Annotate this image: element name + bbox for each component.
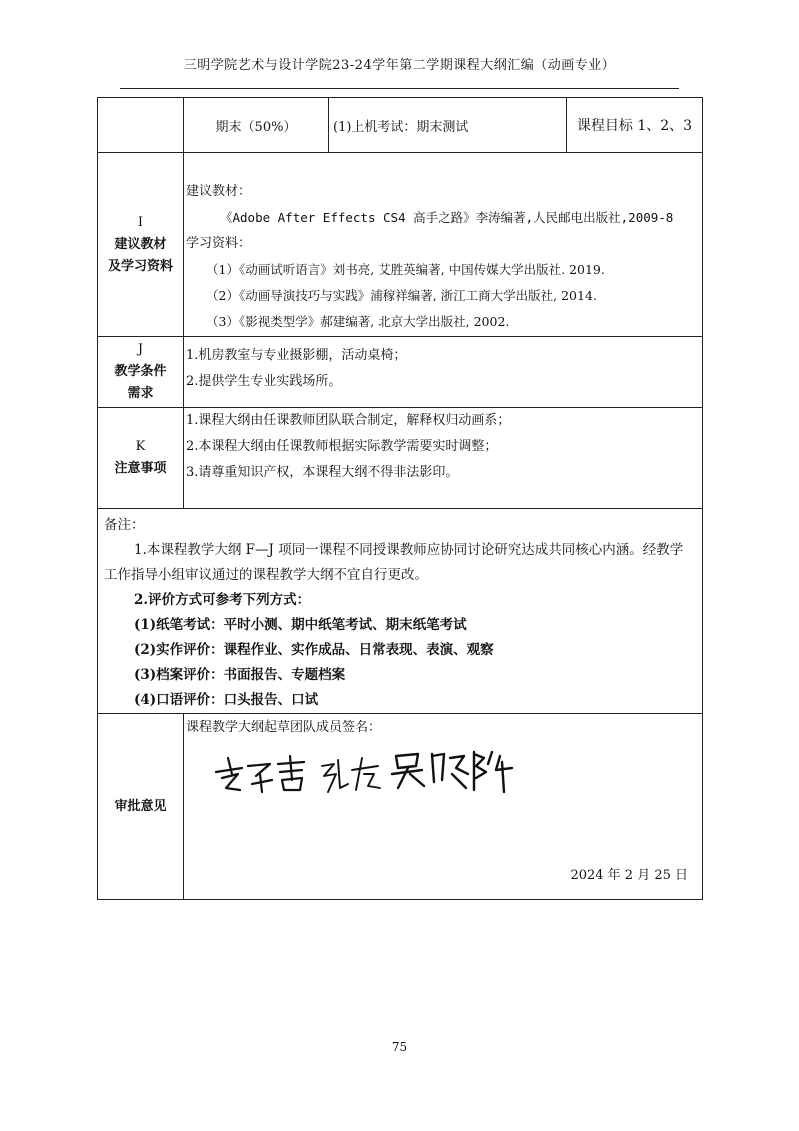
notice-item-2: 2.本课程大纲由任课教师根据实际教学需要实时调整； [186,439,498,454]
section-i-label-line2: 及学习资料 [107,258,173,274]
exam-goal: 课程目标 1、2、3 [567,98,703,153]
notes-paragraph-1: 1.本课程教学大纲 F—J 项同一课程不同授课教师应协同讨论研究达成共同核心内涵。经教学工作指导小组审议通过的课程教学大纲不宜自行更改。 [104,542,684,583]
approval-title: 课程教学大纲起草团队成员签名： [186,720,382,735]
page-number: 75 [391,1040,408,1054]
section-k-label [98,408,184,509]
signature-1 [216,756,304,792]
section-j-row [98,337,703,408]
section-j-label-line1: 教学条件 [114,364,167,379]
material-item-1: （1）《动画试听语言》刘书亮, 艾胜英编著, 中国传媒大学出版社. 2019. [206,262,605,277]
method-item-4: (4)口语评价：口头报告、口试 [134,692,319,708]
textbook-heading: 建议教材： [186,184,252,199]
section-k-content [184,408,703,509]
signature-3 [392,752,512,792]
method-item-2: (2)实作评价：课程作业、实作成品、日常表现、表演、观察 [134,642,494,658]
notice-item-3: 3.请尊重知识产权，本课程大纲不得非法影印。 [186,465,459,480]
material-item-3: （3）《影视类型学》郝建编著, 北京大学出版社, 2002. [206,314,510,329]
section-j-code: J [137,342,144,357]
page-header: 三明学院艺术与设计学院23-24学年第二学期课程大纲汇编（动画专业） [183,58,616,73]
methods-heading: 2.评价方式可参考下列方式： [134,592,311,608]
section-j-content [184,337,703,408]
material-item-2: （2）《动画导演技巧与实践》浦稼祥编著, 浙江工商大学出版社, 2014. [206,288,597,303]
notes-row [98,509,703,714]
materials-heading: 学习资料： [186,236,252,251]
section-k-label-text: 注意事项 [114,461,167,476]
notice-item-1: 1.课程大纲由任课教师团队联合制定，解释权归动画系； [186,413,511,428]
condition-item-2: 2.提供学生专业实践场所。 [186,374,342,389]
notes-heading: 备注： [104,517,145,533]
approval-date: 2024 年 2 月 25 日 [570,868,688,883]
header-rule [120,88,679,89]
exam-type: 期末（50%） [184,98,329,153]
section-i-code: I [137,214,144,230]
exam-description: (1)上机考试：期末测试 [329,98,567,153]
approval-label: 审批意见 [98,714,184,900]
method-item-3: (3)档案评价：书面报告、专题档案 [134,667,346,683]
notes-content [98,509,703,714]
method-item-1: (1)纸笔考试：平时小测、期中纸笔考试、期末纸笔考试 [134,617,467,633]
signature-2 [322,758,380,792]
section-k-code: K [135,439,146,454]
section-j-label-line2: 需求 [127,386,154,401]
syllabus-table [97,97,703,900]
handwritten-signatures [212,744,532,804]
section-i-content [184,153,703,337]
section-j-label [98,337,184,408]
approval-content [184,714,703,900]
section-i-label-line1: 建议教材 [114,236,167,252]
section-k-row [98,408,703,509]
condition-item-1: 1.机房教室与专业摄影棚，活动桌椅； [186,348,407,363]
exam-empty-cell [98,98,184,153]
textbook-entry: 《Adobe After Effects CS4 高手之路》李涛编著,人民邮电出版社,2009-8 [220,210,674,225]
section-i-row [98,153,703,337]
exam-row [98,98,703,153]
section-i-label [98,153,184,337]
approval-row [98,714,703,900]
